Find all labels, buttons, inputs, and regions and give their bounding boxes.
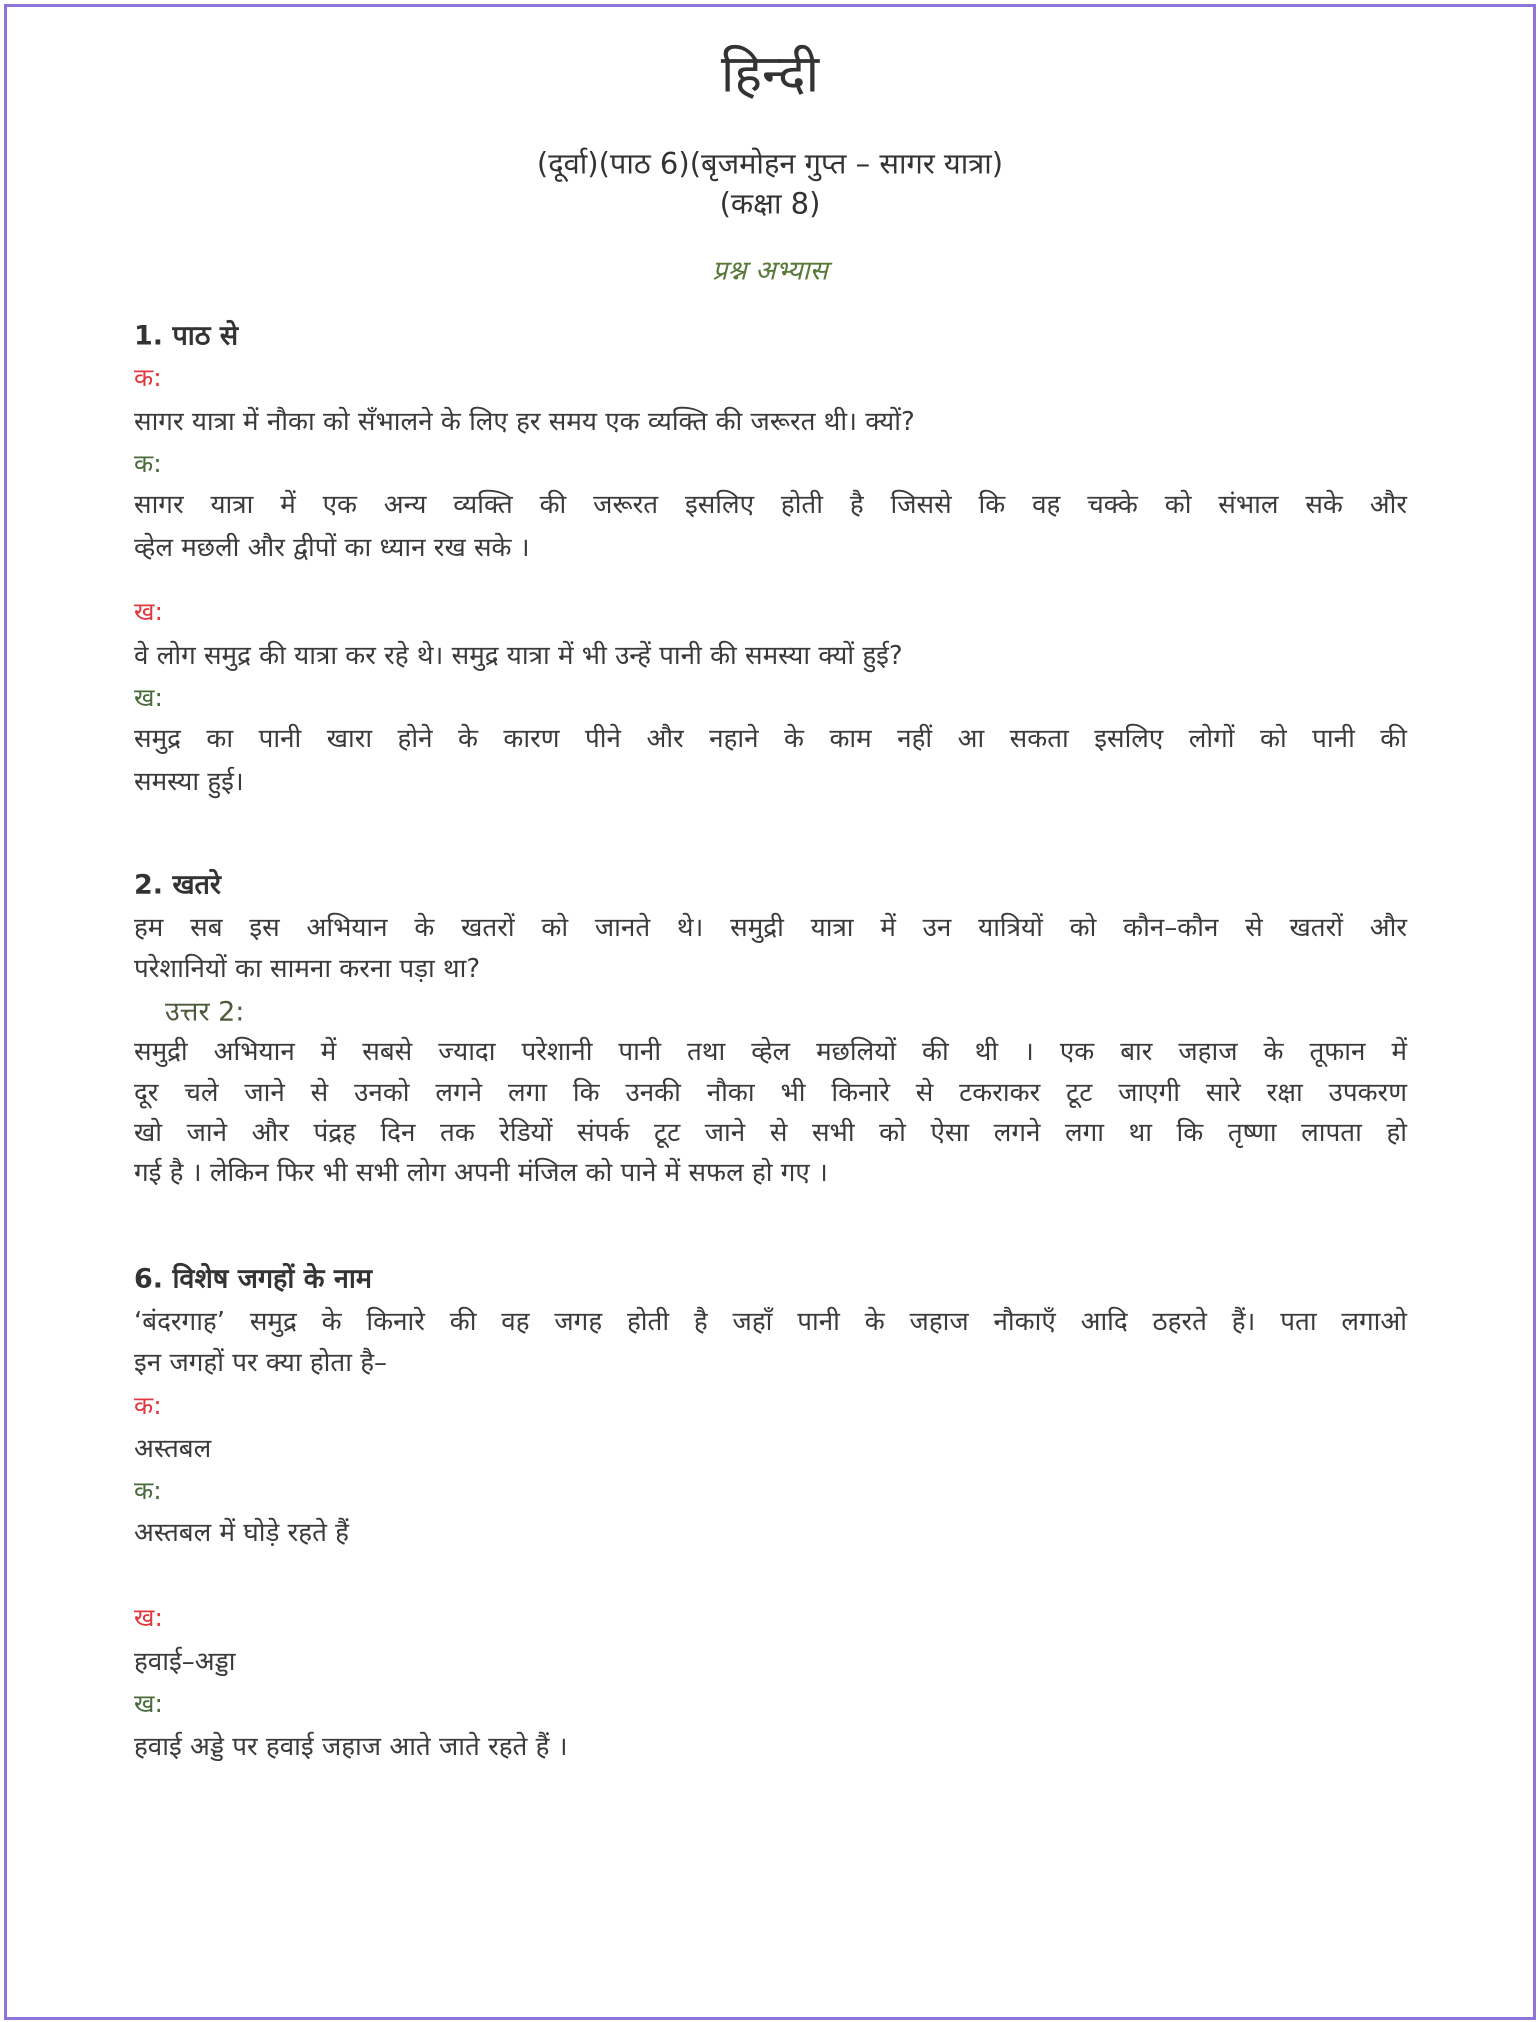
answer-text: गई है । लेकिन फिर भी सभी लोग अपनी मंजिल को पाने में सफल हो गए ।	[134, 1158, 828, 1188]
section-heading: 1. पाठ से	[134, 320, 239, 352]
page-title: हिन्दी	[720, 44, 820, 105]
section-heading: 2. खतरे	[134, 869, 221, 901]
question-text: सागर यात्रा में नौका को सँभालने के लिए हर समय एक व्यक्ति की जरूरत थी। क्यों?	[134, 407, 915, 437]
question-label: क:	[134, 363, 162, 392]
question-label: ख:	[134, 1603, 163, 1632]
answer-text: सागर यात्रा में एक अन्य व्यक्ति की जरूरत इसलिए होती है जिससे कि वह चक्के को संभाल सके और	[134, 490, 1407, 520]
question-text: वे लोग समुद्र की यात्रा कर रहे थे। समुद्र यात्रा में भी उन्हें पानी की समस्या क्यों हुई?	[134, 641, 903, 671]
answer-text: समुद्री अभियान में सबसे ज्यादा परेशानी पानी तथा व्हेल मछलियों की थी । एक बार जहाज के तूफान में	[134, 1037, 1407, 1067]
practice-heading: प्रश्न अभ्यास	[712, 255, 828, 287]
question-text: ‘बंदरगाह’ समुद्र के किनारे की वह जगह होती है जहाँ पानी के जहाज नौकाएँ आदि ठहरते हैं। पता लगाओ	[134, 1307, 1407, 1337]
answer-label: क:	[134, 1476, 162, 1505]
answer-label: उत्तर 2:	[165, 996, 245, 1028]
answer-label: क:	[134, 449, 162, 478]
class-label: (कक्षा 8)	[719, 186, 821, 221]
chapter-subtitle: (दूर्वा)(पाठ 6)(बृजमोहन गुप्त – सागर यात्रा)	[536, 146, 1004, 181]
question-label: क:	[134, 1391, 162, 1420]
answer-label: ख:	[134, 683, 163, 712]
answer-text: हवाई अड्डे पर हवाई जहाज आते जाते रहते हैं ।	[134, 1732, 568, 1762]
question-text: परेशानियों का सामना करना पड़ा था?	[134, 954, 481, 984]
answer-label: ख:	[134, 1689, 163, 1718]
answer-text: खो जाने और पंद्रह दिन तक रेडियों संपर्क टूट जाने से सभी को ऐसा लगने लगा था कि तृष्णा लापता हो	[134, 1118, 1407, 1148]
question-text: हम सब इस अभियान के खतरों को जानते थे। समुद्री यात्रा में उन यात्रियों को कौन–कौन से खतरों और	[134, 913, 1407, 943]
question-text: इन जगहों पर क्या होता है–	[134, 1348, 388, 1378]
answer-text: व्हेल मछली और द्वीपों का ध्यान रख सके ।	[134, 533, 530, 563]
question-text: हवाई–अड्डा	[134, 1647, 236, 1677]
answer-text: अस्तबल में घोड़े रहते हैं	[134, 1518, 349, 1548]
answer-text: समस्या हुई।	[134, 767, 244, 797]
answer-text: समुद्र का पानी खारा होने के कारण पीने और नहाने के काम नहीं आ सकता इसलिए लोगों को पानी की	[134, 724, 1407, 754]
question-label: ख:	[134, 597, 163, 626]
question-text: अस्तबल	[134, 1434, 212, 1464]
section-heading: 6. विशेष जगहों के नाम	[134, 1263, 373, 1295]
answer-text: दूर चले जाने से उनको लगने लगा कि उनकी नौका भी किनारे से टकराकर टूट जाएगी सारे रक्षा उपकरण	[134, 1078, 1407, 1108]
